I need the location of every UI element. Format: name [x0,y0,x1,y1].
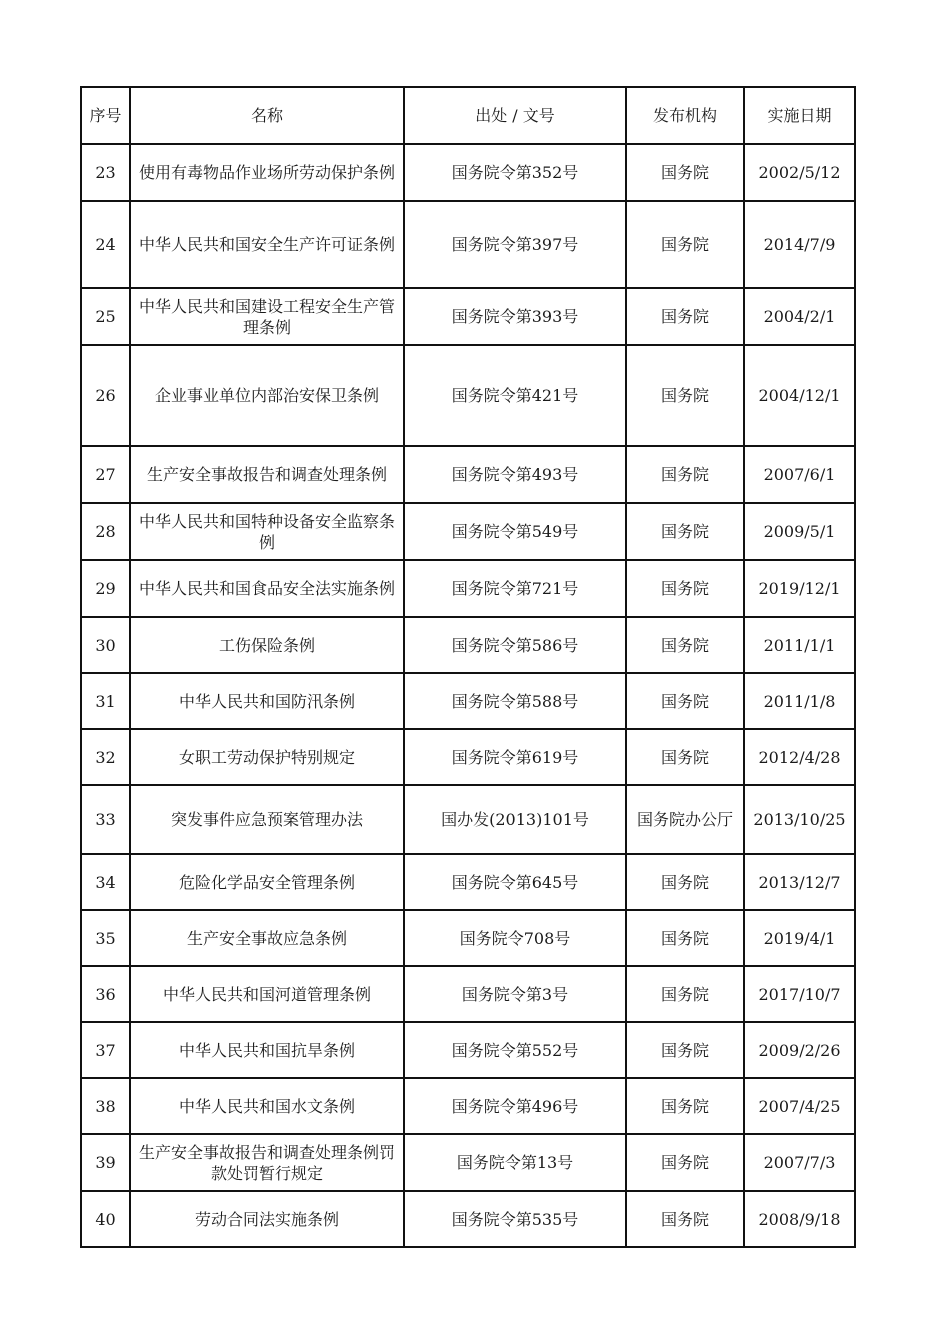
cell-name: 中华人民共和国特种设备安全监察条例 [130,503,404,560]
cell-ref: 国务院令第13号 [404,1134,626,1191]
cell-ref: 国务院令第645号 [404,854,626,910]
cell-date: 2007/6/1 [744,446,855,503]
cell-org: 国务院 [626,288,744,345]
table-row [81,1134,855,1191]
cell-no: 39 [81,1134,130,1191]
table-row [81,1078,855,1134]
cell-date: 2013/12/7 [744,854,855,910]
cell-ref: 国务院令第496号 [404,1078,626,1134]
header-org: 发布机构 [626,87,744,144]
cell-date: 2008/9/18 [744,1191,855,1247]
cell-name: 中华人民共和国防汛条例 [130,673,404,729]
cell-org: 国务院 [626,201,744,288]
cell-no: 37 [81,1022,130,1078]
regulations-table [80,86,856,1248]
cell-name: 中华人民共和国建设工程安全生产管理条例 [130,288,404,345]
cell-date: 2007/7/3 [744,1134,855,1191]
cell-name: 中华人民共和国河道管理条例 [130,966,404,1022]
cell-ref: 国务院令第393号 [404,288,626,345]
cell-ref: 国务院令第535号 [404,1191,626,1247]
cell-date: 2009/5/1 [744,503,855,560]
cell-ref: 国务院令第588号 [404,673,626,729]
cell-no: 32 [81,729,130,785]
cell-no: 34 [81,854,130,910]
header-name: 名称 [130,87,404,144]
cell-org: 国务院 [626,1022,744,1078]
cell-name: 危险化学品安全管理条例 [130,854,404,910]
cell-ref: 国务院令第397号 [404,201,626,288]
cell-no: 24 [81,201,130,288]
cell-no: 26 [81,345,130,446]
table-row [81,345,855,446]
cell-date: 2009/2/26 [744,1022,855,1078]
cell-date: 2004/2/1 [744,288,855,345]
table-row [81,673,855,729]
cell-no: 36 [81,966,130,1022]
cell-name: 企业事业单位内部治安保卫条例 [130,345,404,446]
table-row [81,729,855,785]
cell-date: 2007/4/25 [744,1078,855,1134]
cell-org: 国务院 [626,560,744,617]
cell-name: 中华人民共和国安全生产许可证条例 [130,201,404,288]
cell-org: 国务院 [626,503,744,560]
cell-org: 国务院 [626,729,744,785]
cell-name: 突发事件应急预案管理办法 [130,785,404,854]
cell-date: 2019/12/1 [744,560,855,617]
table-row [81,446,855,503]
cell-date: 2011/1/1 [744,617,855,673]
cell-ref: 国务院令708号 [404,910,626,966]
cell-name: 工伤保险条例 [130,617,404,673]
cell-no: 38 [81,1078,130,1134]
cell-date: 2014/7/9 [744,201,855,288]
cell-org: 国务院 [626,1191,744,1247]
table-row [81,560,855,617]
cell-name: 中华人民共和国抗旱条例 [130,1022,404,1078]
cell-no: 40 [81,1191,130,1247]
cell-org: 国务院 [626,446,744,503]
header-date: 实施日期 [744,87,855,144]
cell-no: 35 [81,910,130,966]
cell-org: 国务院 [626,1078,744,1134]
header-ref: 出处 / 文号 [404,87,626,144]
cell-no: 28 [81,503,130,560]
cell-date: 2011/1/8 [744,673,855,729]
cell-ref: 国务院令第493号 [404,446,626,503]
cell-name: 劳动合同法实施条例 [130,1191,404,1247]
cell-ref: 国务院令第3号 [404,966,626,1022]
cell-no: 31 [81,673,130,729]
cell-org: 国务院 [626,144,744,201]
table-row [81,966,855,1022]
header-no: 序号 [81,87,130,144]
cell-org: 国务院 [626,910,744,966]
cell-ref: 国务院令第619号 [404,729,626,785]
cell-org: 国务院 [626,345,744,446]
table-body [81,144,855,1247]
table-row [81,785,855,854]
cell-name: 生产安全事故应急条例 [130,910,404,966]
cell-no: 25 [81,288,130,345]
table-row [81,1022,855,1078]
cell-ref: 国务院令第421号 [404,345,626,446]
cell-ref: 国办发(2013)101号 [404,785,626,854]
cell-ref: 国务院令第352号 [404,144,626,201]
cell-ref: 国务院令第549号 [404,503,626,560]
cell-no: 23 [81,144,130,201]
cell-date: 2004/12/1 [744,345,855,446]
table-row [81,1191,855,1247]
cell-no: 33 [81,785,130,854]
table-row [81,910,855,966]
cell-name: 中华人民共和国食品安全法实施条例 [130,560,404,617]
table-row [81,201,855,288]
cell-org: 国务院 [626,854,744,910]
cell-name: 使用有毒物品作业场所劳动保护条例 [130,144,404,201]
cell-org: 国务院 [626,1134,744,1191]
cell-name: 女职工劳动保护特别规定 [130,729,404,785]
table-row [81,854,855,910]
cell-no: 29 [81,560,130,617]
table-row [81,288,855,345]
cell-name: 中华人民共和国水文条例 [130,1078,404,1134]
cell-no: 30 [81,617,130,673]
cell-date: 2013/10/25 [744,785,855,854]
cell-name: 生产安全事故报告和调查处理条例 [130,446,404,503]
cell-org: 国务院 [626,617,744,673]
table-row [81,503,855,560]
cell-ref: 国务院令第552号 [404,1022,626,1078]
header-row [81,87,855,144]
table-row [81,617,855,673]
cell-no: 27 [81,446,130,503]
cell-org: 国务院 [626,966,744,1022]
cell-date: 2019/4/1 [744,910,855,966]
cell-org: 国务院办公厅 [626,785,744,854]
cell-org: 国务院 [626,673,744,729]
cell-ref: 国务院令第721号 [404,560,626,617]
cell-date: 2017/10/7 [744,966,855,1022]
cell-date: 2012/4/28 [744,729,855,785]
cell-name: 生产安全事故报告和调查处理条例罚款处罚暂行规定 [130,1134,404,1191]
table-row [81,144,855,201]
cell-ref: 国务院令第586号 [404,617,626,673]
cell-date: 2002/5/12 [744,144,855,201]
